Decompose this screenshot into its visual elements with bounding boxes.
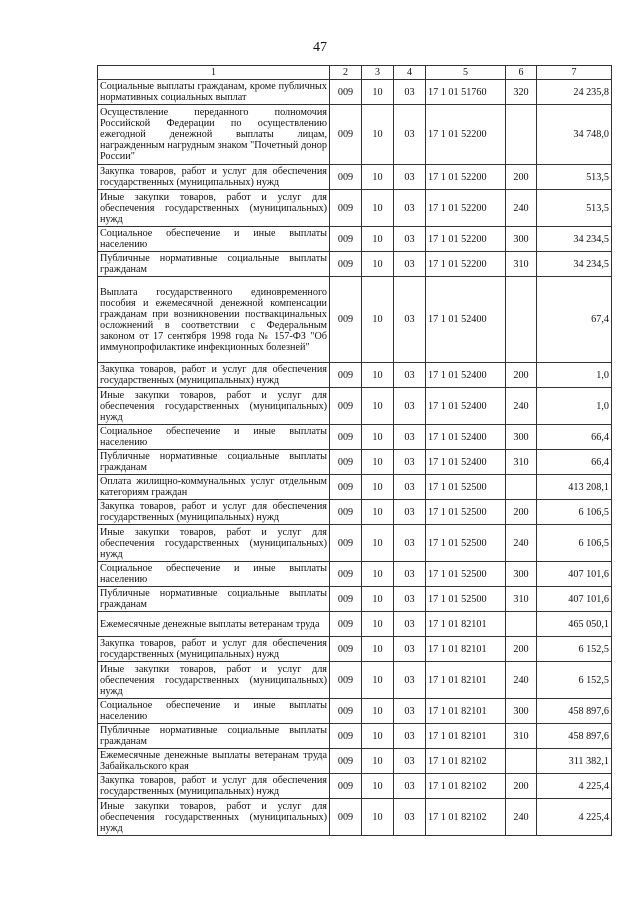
row-subsection-cell: 03 (394, 724, 426, 749)
table-row (98, 475, 612, 500)
column-header: 4 (394, 66, 426, 80)
row-subsection-cell: 03 (394, 500, 426, 525)
row-target-article-cell: 17 1 01 52400 (426, 450, 506, 475)
row-target-article-cell: 17 1 01 52400 (426, 388, 506, 425)
row-amount-cell: 311 382,1 (537, 749, 612, 774)
row-amount-cell: 34 748,0 (537, 105, 612, 165)
row-name-cell: Социальное обеспечение и иные выплаты населению (98, 562, 330, 587)
row-section-cell: 10 (362, 799, 394, 836)
row-subsection-cell: 03 (394, 190, 426, 227)
row-name-cell: Публичные нормативные социальные выплаты гражданам (98, 450, 330, 475)
row-expense-type-cell: 310 (506, 252, 537, 277)
row-target-article-cell: 17 1 01 82101 (426, 699, 506, 724)
column-header: 2 (330, 66, 362, 80)
row-subsection-cell: 03 (394, 105, 426, 165)
row-target-article-cell: 17 1 01 51760 (426, 80, 506, 105)
row-section-cell: 10 (362, 637, 394, 662)
row-section-cell: 10 (362, 587, 394, 612)
row-expense-type-cell: 240 (506, 190, 537, 227)
row-amount-cell: 6 106,5 (537, 525, 612, 562)
row-section-cell: 10 (362, 388, 394, 425)
row-expense-type-cell: 300 (506, 562, 537, 587)
row-expense-type-cell (506, 105, 537, 165)
row-ministry-code-cell: 009 (330, 612, 362, 637)
row-subsection-cell: 03 (394, 587, 426, 612)
row-expense-type-cell: 240 (506, 662, 537, 699)
row-amount-cell: 34 234,5 (537, 252, 612, 277)
row-section-cell: 10 (362, 363, 394, 388)
row-name-cell: Социальные выплаты гражданам, кроме публичных нормативных социальных выплат (98, 80, 330, 105)
row-expense-type-cell: 300 (506, 227, 537, 252)
row-amount-cell: 6 152,5 (537, 637, 612, 662)
row-ministry-code-cell: 009 (330, 277, 362, 363)
row-amount-cell: 67,4 (537, 277, 612, 363)
table-row (98, 227, 612, 252)
table-row (98, 277, 612, 363)
row-subsection-cell: 03 (394, 774, 426, 799)
row-name-cell: Публичные нормативные социальные выплаты гражданам (98, 587, 330, 612)
row-section-cell: 10 (362, 227, 394, 252)
row-name-cell: Ежемесячные денежные выплаты ветеранам труда Забайкальского края (98, 749, 330, 774)
row-expense-type-cell: 240 (506, 525, 537, 562)
table-row (98, 450, 612, 475)
table-row (98, 165, 612, 190)
row-subsection-cell: 03 (394, 562, 426, 587)
row-name-cell: Закупка товаров, работ и услуг для обеспечения государственных (муниципальных) нужд (98, 500, 330, 525)
row-amount-cell: 407 101,6 (537, 562, 612, 587)
row-target-article-cell: 17 1 01 82101 (426, 612, 506, 637)
row-section-cell: 10 (362, 525, 394, 562)
row-amount-cell: 407 101,6 (537, 587, 612, 612)
row-target-article-cell: 17 1 01 82102 (426, 799, 506, 836)
row-ministry-code-cell: 009 (330, 799, 362, 836)
table-row (98, 80, 612, 105)
row-expense-type-cell: 300 (506, 425, 537, 450)
row-name-cell: Оплата жилищно-коммунальных услуг отдельным категориям граждан (98, 475, 330, 500)
row-name-cell: Осуществление переданного полномочия Российской Федерации по осуществлению ежегодной денежной выплаты лицам, награжденным нагрудным знаком "Почетный донор России" (98, 105, 330, 165)
row-subsection-cell: 03 (394, 637, 426, 662)
row-expense-type-cell (506, 612, 537, 637)
row-section-cell: 10 (362, 724, 394, 749)
row-target-article-cell: 17 1 01 52500 (426, 525, 506, 562)
row-ministry-code-cell: 009 (330, 363, 362, 388)
table-row (98, 363, 612, 388)
row-target-article-cell: 17 1 01 52500 (426, 500, 506, 525)
row-amount-cell: 24 235,8 (537, 80, 612, 105)
row-target-article-cell: 17 1 01 52200 (426, 227, 506, 252)
row-section-cell: 10 (362, 612, 394, 637)
row-amount-cell: 413 208,1 (537, 475, 612, 500)
row-target-article-cell: 17 1 01 52200 (426, 252, 506, 277)
table-body (98, 80, 612, 836)
row-section-cell: 10 (362, 277, 394, 363)
table-row (98, 637, 612, 662)
row-name-cell: Закупка товаров, работ и услуг для обеспечения государственных (муниципальных) нужд (98, 363, 330, 388)
page-number: 47 (313, 40, 327, 55)
row-target-article-cell: 17 1 01 52400 (426, 277, 506, 363)
row-target-article-cell: 17 1 01 52200 (426, 190, 506, 227)
row-expense-type-cell (506, 277, 537, 363)
column-header: 1 (98, 66, 330, 80)
row-ministry-code-cell: 009 (330, 80, 362, 105)
table-row (98, 749, 612, 774)
table-row (98, 562, 612, 587)
row-amount-cell: 66,4 (537, 425, 612, 450)
row-ministry-code-cell: 009 (330, 562, 362, 587)
table-row (98, 799, 612, 836)
row-target-article-cell: 17 1 01 52500 (426, 587, 506, 612)
row-subsection-cell: 03 (394, 227, 426, 252)
row-section-cell: 10 (362, 105, 394, 165)
row-name-cell: Иные закупки товаров, работ и услуг для обеспечения государственных (муниципальных) нужд (98, 662, 330, 699)
row-section-cell: 10 (362, 662, 394, 699)
table-row (98, 612, 612, 637)
row-section-cell: 10 (362, 562, 394, 587)
table-row (98, 388, 612, 425)
row-expense-type-cell: 240 (506, 799, 537, 836)
row-ministry-code-cell: 009 (330, 749, 362, 774)
column-header: 3 (362, 66, 394, 80)
row-amount-cell: 465 050,1 (537, 612, 612, 637)
row-name-cell: Социальное обеспечение и иные выплаты населению (98, 425, 330, 450)
row-section-cell: 10 (362, 699, 394, 724)
row-subsection-cell: 03 (394, 525, 426, 562)
row-ministry-code-cell: 009 (330, 525, 362, 562)
row-target-article-cell: 17 1 01 82102 (426, 774, 506, 799)
row-name-cell: Ежемесячные денежные выплаты ветеранам труда (98, 612, 330, 637)
row-subsection-cell: 03 (394, 80, 426, 105)
row-expense-type-cell: 200 (506, 637, 537, 662)
row-name-cell: Закупка товаров, работ и услуг для обеспечения государственных (муниципальных) нужд (98, 774, 330, 799)
row-expense-type-cell: 200 (506, 363, 537, 388)
row-expense-type-cell: 200 (506, 774, 537, 799)
table-row (98, 105, 612, 165)
row-expense-type-cell (506, 749, 537, 774)
row-expense-type-cell: 240 (506, 388, 537, 425)
row-target-article-cell: 17 1 01 52500 (426, 562, 506, 587)
row-ministry-code-cell: 009 (330, 450, 362, 475)
table-header-row (98, 66, 612, 80)
row-amount-cell: 458 897,6 (537, 724, 612, 749)
row-section-cell: 10 (362, 425, 394, 450)
row-ministry-code-cell: 009 (330, 724, 362, 749)
row-name-cell: Публичные нормативные социальные выплаты гражданам (98, 724, 330, 749)
table-row (98, 500, 612, 525)
row-amount-cell: 66,4 (537, 450, 612, 475)
row-amount-cell: 34 234,5 (537, 227, 612, 252)
row-ministry-code-cell: 009 (330, 425, 362, 450)
row-name-cell: Закупка товаров, работ и услуг для обеспечения государственных (муниципальных) нужд (98, 637, 330, 662)
row-ministry-code-cell: 009 (330, 227, 362, 252)
row-expense-type-cell: 320 (506, 80, 537, 105)
row-name-cell: Иные закупки товаров, работ и услуг для обеспечения государственных (муниципальных) нужд (98, 525, 330, 562)
row-section-cell: 10 (362, 475, 394, 500)
row-amount-cell: 4 225,4 (537, 799, 612, 836)
row-section-cell: 10 (362, 450, 394, 475)
row-expense-type-cell: 310 (506, 724, 537, 749)
row-target-article-cell: 17 1 01 52500 (426, 475, 506, 500)
row-target-article-cell: 17 1 01 52200 (426, 165, 506, 190)
row-name-cell: Иные закупки товаров, работ и услуг для обеспечения государственных (муниципальных) нужд (98, 190, 330, 227)
row-subsection-cell: 03 (394, 450, 426, 475)
row-target-article-cell: 17 1 01 52200 (426, 105, 506, 165)
row-amount-cell: 1,0 (537, 363, 612, 388)
row-section-cell: 10 (362, 165, 394, 190)
column-header: 5 (426, 66, 506, 80)
budget-table (97, 65, 612, 836)
row-target-article-cell: 17 1 01 82101 (426, 637, 506, 662)
row-target-article-cell: 17 1 01 82101 (426, 724, 506, 749)
row-ministry-code-cell: 009 (330, 190, 362, 227)
row-section-cell: 10 (362, 749, 394, 774)
row-expense-type-cell: 200 (506, 165, 537, 190)
row-ministry-code-cell: 009 (330, 252, 362, 277)
row-expense-type-cell: 300 (506, 699, 537, 724)
row-section-cell: 10 (362, 774, 394, 799)
row-section-cell: 10 (362, 252, 394, 277)
row-amount-cell: 4 225,4 (537, 774, 612, 799)
row-expense-type-cell: 200 (506, 500, 537, 525)
row-ministry-code-cell: 009 (330, 662, 362, 699)
table-row (98, 774, 612, 799)
row-subsection-cell: 03 (394, 388, 426, 425)
row-subsection-cell: 03 (394, 699, 426, 724)
row-ministry-code-cell: 009 (330, 500, 362, 525)
table-row (98, 699, 612, 724)
table-row (98, 587, 612, 612)
row-target-article-cell: 17 1 01 82101 (426, 662, 506, 699)
row-ministry-code-cell: 009 (330, 388, 362, 425)
row-section-cell: 10 (362, 190, 394, 227)
row-ministry-code-cell: 009 (330, 587, 362, 612)
row-amount-cell: 513,5 (537, 190, 612, 227)
row-subsection-cell: 03 (394, 612, 426, 637)
row-amount-cell: 513,5 (537, 165, 612, 190)
table-row (98, 525, 612, 562)
row-name-cell: Социальное обеспечение и иные выплаты населению (98, 699, 330, 724)
row-subsection-cell: 03 (394, 425, 426, 450)
row-ministry-code-cell: 009 (330, 699, 362, 724)
row-name-cell: Выплата государственного единовременного пособия и ежемесячной денежной компенсации гражданам при возникновении поствакцинальных осложнений в соответствии с Федеральным законом от 17 сентября 1998 года № 157-ФЗ "Об иммунопрофилактике инфекционных болезней" (98, 277, 330, 363)
row-target-article-cell: 17 1 01 82102 (426, 749, 506, 774)
row-subsection-cell: 03 (394, 799, 426, 836)
row-target-article-cell: 17 1 01 52400 (426, 425, 506, 450)
row-subsection-cell: 03 (394, 662, 426, 699)
row-subsection-cell: 03 (394, 749, 426, 774)
row-amount-cell: 1,0 (537, 388, 612, 425)
row-name-cell: Иные закупки товаров, работ и услуг для обеспечения государственных (муниципальных) нужд (98, 799, 330, 836)
row-name-cell: Публичные нормативные социальные выплаты гражданам (98, 252, 330, 277)
row-subsection-cell: 03 (394, 165, 426, 190)
table-row (98, 190, 612, 227)
table-row (98, 662, 612, 699)
table-row (98, 724, 612, 749)
row-target-article-cell: 17 1 01 52400 (426, 363, 506, 388)
row-ministry-code-cell: 009 (330, 774, 362, 799)
row-ministry-code-cell: 009 (330, 105, 362, 165)
row-section-cell: 10 (362, 500, 394, 525)
row-ministry-code-cell: 009 (330, 475, 362, 500)
row-ministry-code-cell: 009 (330, 637, 362, 662)
row-subsection-cell: 03 (394, 277, 426, 363)
row-expense-type-cell: 310 (506, 587, 537, 612)
table-row (98, 425, 612, 450)
row-amount-cell: 458 897,6 (537, 699, 612, 724)
row-amount-cell: 6 152,5 (537, 662, 612, 699)
column-header: 6 (506, 66, 537, 80)
row-subsection-cell: 03 (394, 475, 426, 500)
row-ministry-code-cell: 009 (330, 165, 362, 190)
row-section-cell: 10 (362, 80, 394, 105)
row-expense-type-cell (506, 475, 537, 500)
column-header: 7 (537, 66, 612, 80)
table-row (98, 252, 612, 277)
row-subsection-cell: 03 (394, 363, 426, 388)
row-name-cell: Социальное обеспечение и иные выплаты населению (98, 227, 330, 252)
row-subsection-cell: 03 (394, 252, 426, 277)
row-expense-type-cell: 310 (506, 450, 537, 475)
row-amount-cell: 6 106,5 (537, 500, 612, 525)
row-name-cell: Закупка товаров, работ и услуг для обеспечения государственных (муниципальных) нужд (98, 165, 330, 190)
row-name-cell: Иные закупки товаров, работ и услуг для обеспечения государственных (муниципальных) нужд (98, 388, 330, 425)
